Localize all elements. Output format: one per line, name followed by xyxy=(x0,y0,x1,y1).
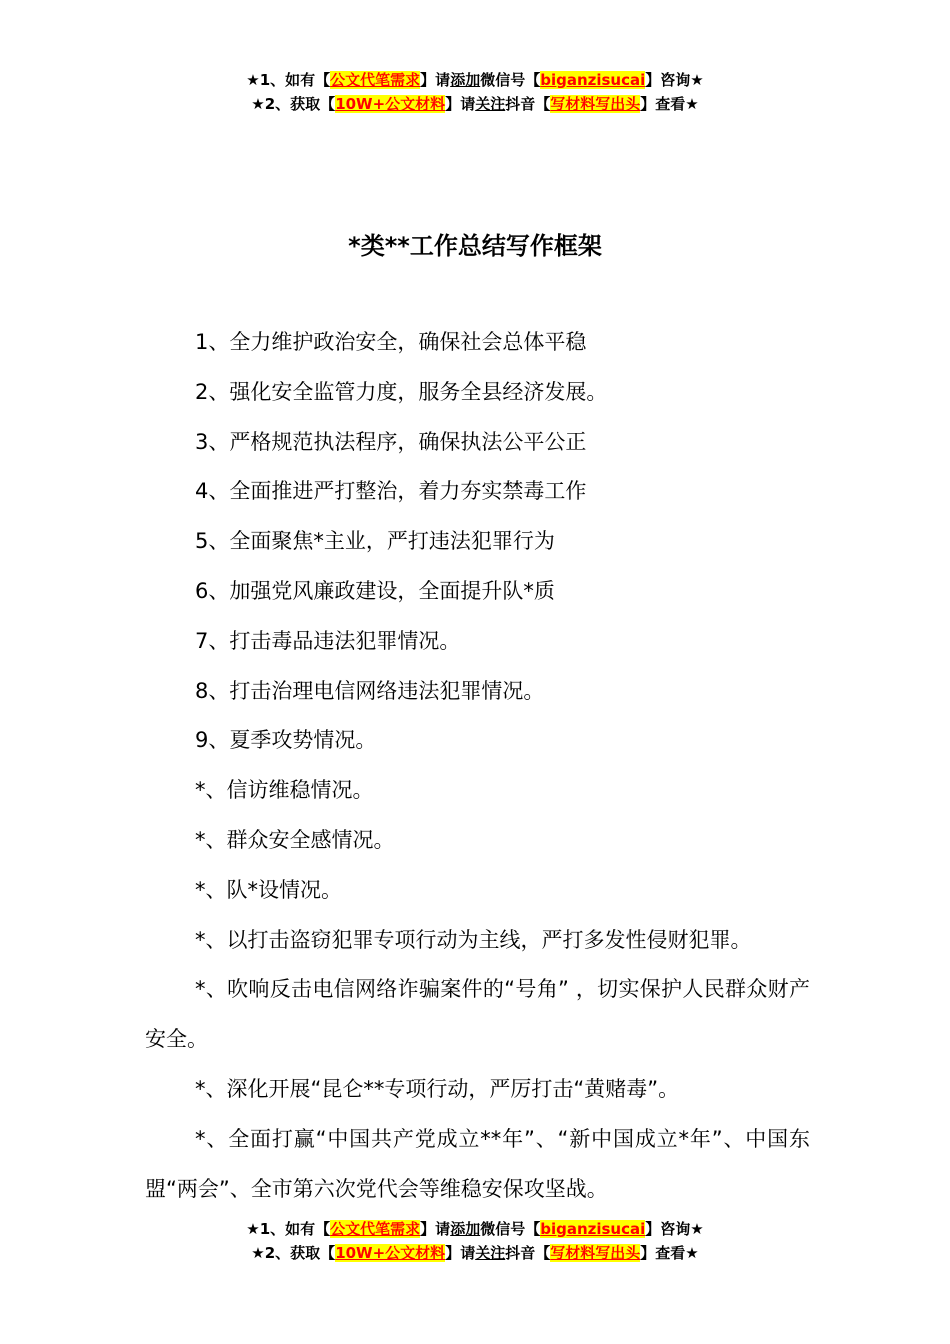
promo-highlight: 公文代笔需求 xyxy=(330,1220,421,1238)
list-item: 2、强化安全监管力度，服务全县经济发展。 xyxy=(195,379,608,404)
promo-highlight: 写材料写出头 xyxy=(550,1244,641,1262)
promo-text: 抖音【 xyxy=(505,95,551,113)
promo-text: 】查看★ xyxy=(640,95,699,113)
promo-line-1 xyxy=(0,1217,950,1241)
list-item: *、吹响反击电信网络诈骗案件的“号角” ，切实保护人民群众财产安全。 xyxy=(145,977,810,1052)
promo-underlined: 关注 xyxy=(475,95,506,113)
promo-highlight: biganzisucai xyxy=(540,71,646,89)
promo-text: 】咨询★ xyxy=(645,71,704,89)
promo-highlight: 写材料写出头 xyxy=(550,95,641,113)
promo-highlight: 公文代笔需求 xyxy=(330,71,421,89)
promo-text: ★1、如有【 xyxy=(246,1220,331,1238)
document-title: *类**工作总结写作框架 xyxy=(348,232,602,260)
list-item: 7、打击毒品违法犯罪情况。 xyxy=(195,628,461,653)
top-promo-banner xyxy=(0,68,950,116)
promo-text: 】咨询★ xyxy=(645,1220,704,1238)
list-item: *、队*设情况。 xyxy=(195,877,342,902)
promo-text: 抖音【 xyxy=(505,1244,551,1262)
promo-text: ★2、获取【 xyxy=(251,95,336,113)
document-body xyxy=(145,318,810,1214)
promo-text: 】查看★ xyxy=(640,1244,699,1262)
list-item: *、以打击盗窃犯罪专项行动为主线，严打多发性侵财犯罪。 xyxy=(195,927,752,952)
promo-line-1 xyxy=(0,68,950,92)
list-item: *、深化开展“昆仑**专项行动，严厉打击“黄赌毒”。 xyxy=(195,1076,680,1101)
list-item: 8、打击治理电信网络违法犯罪情况。 xyxy=(195,678,545,703)
promo-text: 微信号【 xyxy=(480,1220,541,1238)
promo-underlined: 添加 xyxy=(450,1220,481,1238)
promo-text: 】请 xyxy=(445,1244,476,1262)
promo-line-2 xyxy=(0,92,950,116)
list-item: *、群众安全感情况。 xyxy=(195,827,395,852)
promo-text: 】请 xyxy=(445,95,476,113)
list-item: 1、全力维护政治安全，确保社会总体平稳 xyxy=(195,330,587,354)
list-item: *、信访维稳情况。 xyxy=(195,778,374,803)
promo-text: 】请 xyxy=(420,71,451,89)
list-item: 9、夏季攻势情况。 xyxy=(195,728,377,753)
promo-highlight: 10W+公文材料 xyxy=(335,1244,446,1262)
promo-text: 】请 xyxy=(420,1220,451,1238)
list-item: 6、加强党风廉政建设，全面提升队*质 xyxy=(195,578,555,603)
list-item: 5、全面聚焦*主业，严打违法犯罪行为 xyxy=(195,529,555,554)
promo-text: ★1、如有【 xyxy=(246,71,331,89)
promo-highlight: 10W+公文材料 xyxy=(335,95,446,113)
list-item: 3、严格规范执法程序，确保执法公平公正 xyxy=(195,429,587,454)
promo-text: 微信号【 xyxy=(480,71,541,89)
promo-underlined: 添加 xyxy=(450,71,481,89)
promo-underlined: 关注 xyxy=(475,1244,506,1262)
promo-text: ★2、获取【 xyxy=(251,1244,336,1262)
list-item: 4、全面推进严打整治，着力夯实禁毒工作 xyxy=(195,479,587,504)
bottom-promo-banner xyxy=(0,1217,950,1265)
promo-line-2 xyxy=(0,1241,950,1265)
promo-highlight: biganzisucai xyxy=(540,1220,646,1238)
list-item: *、全面打赢“中国共产党成立**年”、“新中国成立*年”、中国东盟“两会”、全市第六次党代会等维稳安保攻坚战。 xyxy=(145,1126,810,1201)
